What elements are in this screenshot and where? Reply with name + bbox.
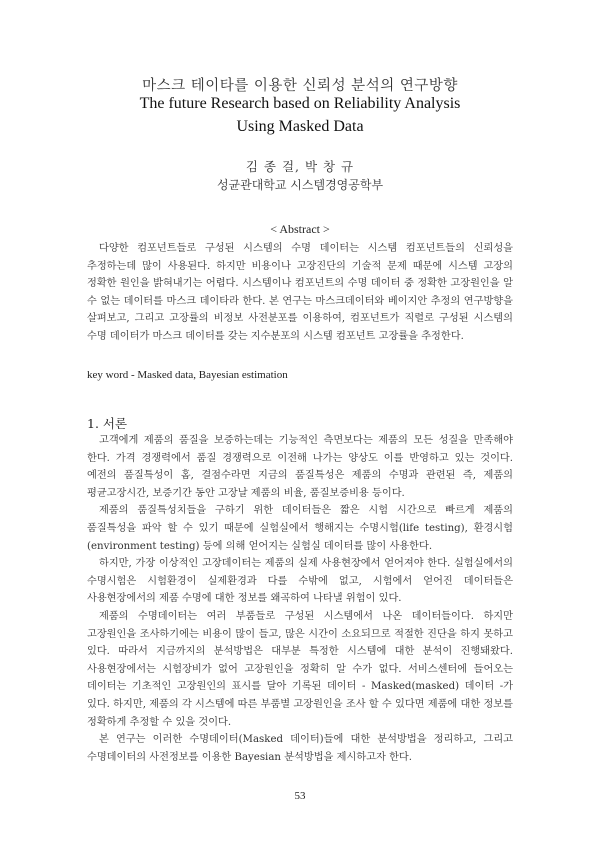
keywords: key word - Masked data, Bayesian estimation <box>87 369 288 381</box>
abstract-text: 다양한 컴포넌트들로 구성된 시스템의 수명 데이터는 시스템 컴포넌트들의 신뢰성을 추정하는데 많이 사용된다. 하지만 비용이나 고장진단의 기술적 문제 때문에 시스템 고장의 정확한 원인을 밝혀내기는 어렵다. 시스템이나 컴포넌트의 수명 데이터 중 정확한 고장원인을 알 수 없는 데이터를 마스크 데이타라 한다. 본 연구는 마스크데이터와 베이지안 추정의 연구방향을 살펴보고, 그리고 고장률의 비정보 사전분포를 이용하여, 컴포넌트가 직렬로 구성된 시스템의 수명 데이터가 마스크 데이터를 갖는 지수분포의 시스템 컴포넌트 고장률을 추정한다. <box>87 243 513 342</box>
authors: 김 종 걸, 박 창 규 <box>245 159 355 174</box>
section-heading: 1. 서론 <box>87 416 128 431</box>
body-paragraph: 하지만, 가장 이상적인 고장데이터는 제품의 실제 사용현장에서 얻어져야 한다. 실험실에서의 수명시험은 시험환경이 실제환경과 다를 수밖에 없고, 시험에서 얻어진 데이터들은 사용현장에서의 제품 수명에 대한 정보를 왜곡하여 나타낼 위험이 있다. <box>87 558 513 605</box>
body-text <box>87 432 513 766</box>
title-english-line1: The future Research based on Reliability Analysis <box>139 95 461 112</box>
page-number: 53 <box>294 790 306 802</box>
title-english-line2: Using Masked Data <box>236 118 364 135</box>
affiliation: 성균관대학교 시스템경영공학부 <box>216 178 384 192</box>
title-korean: 마스크 테이타를 이용한 신뢰성 분석의 연구방향 <box>142 78 458 94</box>
body-paragraph: 고객에게 제품의 품질을 보증하는데는 기능적인 측면보다는 제품의 모든 성질을 만족해야 한다. 가격 경쟁력에서 품질 경쟁력으로 이전해 나가는 양상도 이를 반영하고 있는 것이다. 예전의 품질특성이 홈, 결점수라면 지금의 품질특성은 제품의 수명과 관련된 즉, 제품의 평균고장시간, 보증기간 동안 고장날 제품의 비율, 품질보증비용 등이다. <box>87 435 513 499</box>
body-paragraph: 제품의 품질특성치들을 구하기 위한 데이터들은 짧은 시험 시간으로 빠르게 제품의 품질특성을 파악 할 수 있기 때문에 실험실에서 행해지는 수명시험(life testing), 환경시험(environment testing) 등에 의해 얻어지는 실험실 데이터를 많이 사용한다. <box>87 505 513 552</box>
body-paragraph: 본 연구는 이러한 수명데이터(Masked 데이터)들에 대한 분석방법을 정리하고, 그리고 수명데이터의 사전정보를 이용한 Bayesian 분석방법을 제시하고자 한다. <box>87 734 513 763</box>
body-paragraph: 제품의 수명데이터는 여러 부품들로 구성된 시스템에서 나온 데이터들이다. 하지만 고장원인을 조사하기에는 비용이 많이 들고, 많은 시간이 소요되므로 적절한 진단을 하지 못하고 있다. 따라서 지금까지의 분석방법은 대부분 특정한 시스템에 대한 분석이 진행돼왔다. 사용현장에서는 시험장비가 없어 고장원인을 정확히 알 수가 없다. 서비스센터에 들어오는 데이터는 기초적인 고장원인의 표시를 달아 기록된 데이터 - Masked(masked) 데이터 -가 있다. 하지만, 제품의 각 시스템에 따른 부품별 고장원인을 조사 할 수 있다면 제품에 대한 정보를 정확하게 추정할 수 있을 것이다. <box>87 610 513 728</box>
abstract-heading: < Abstract > <box>270 222 330 236</box>
crop-mark <box>38 25 39 26</box>
